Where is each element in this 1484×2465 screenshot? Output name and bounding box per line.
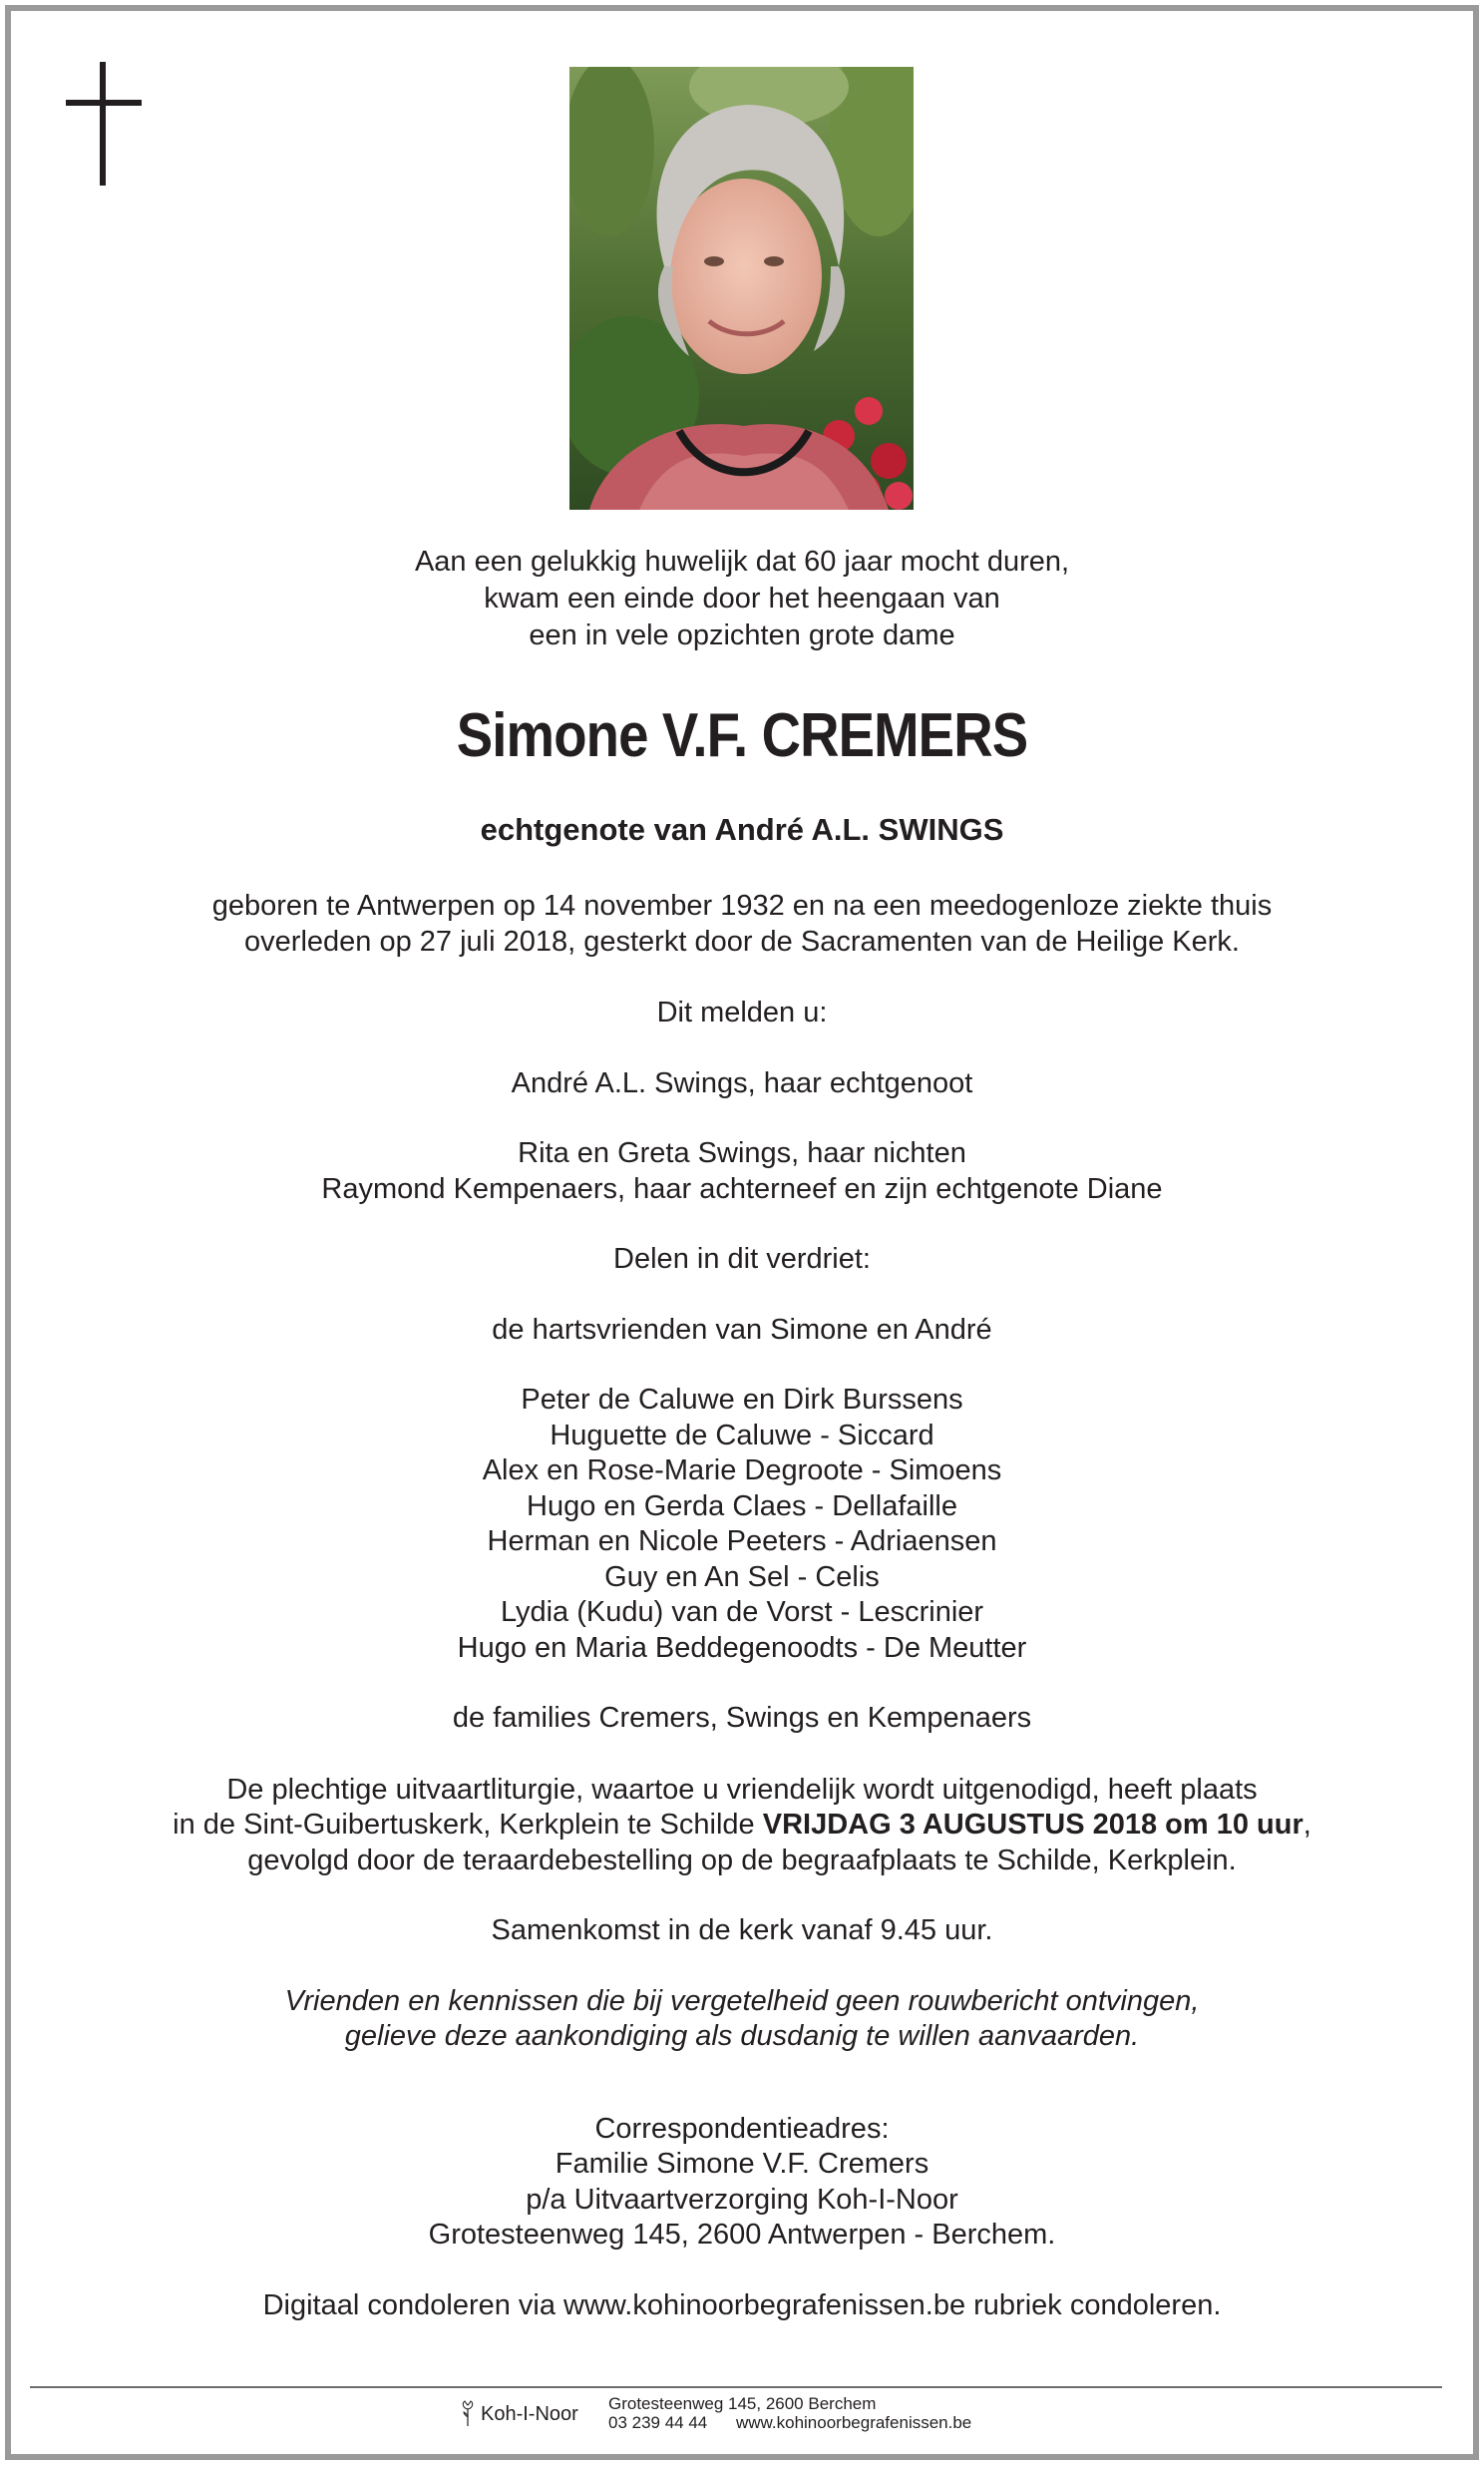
friends-heading: de hartsvrienden van Simone en André (492, 1313, 992, 1346)
brand-name: Koh-I-Noor (481, 2403, 578, 2425)
list-item: Guy en An Sel - Celis (604, 1560, 880, 1593)
deceased-name: Simone V.F. CREMERS (456, 701, 1028, 770)
friends-list (60, 1383, 1424, 1666)
funeral-line: De plechtige uitvaartliturgie, waartoe u vriendelijk wordt uitgenodigd, heeft plaats (226, 1773, 1258, 1806)
intro-line: Aan een gelukkig huwelijk dat 60 jaar mocht duren, (414, 546, 1070, 578)
footer-website: www.kohinoorbegrafenissen.be (736, 2413, 972, 2432)
list-item: Peter de Caluwe en Dirk Burssens (521, 1384, 963, 1416)
intro-line: kwam een einde door het heengaan van (484, 583, 1000, 615)
born-line: overleden op 27 juli 2018, gesterkt door de Sacramenten van de Heilige Kerk. (244, 926, 1240, 958)
gathering-line: Samenkomst in de kerk vanaf 9.45 uur. (491, 1914, 993, 1946)
list-item: Huguette de Caluwe - Siccard (550, 1419, 934, 1451)
punctuation: , (1302, 1809, 1311, 1841)
spouse-line: echtgenote van André A.L. SWINGS (480, 812, 1004, 847)
intro-text (60, 544, 1424, 654)
notice-body (60, 544, 1424, 2323)
note-line: gelieve deze aankondiging als dusdanig te willen aanvaarden. (344, 2020, 1140, 2052)
birth-death-text (60, 888, 1424, 960)
families-line: de families Cremers, Swings en Kempenaers (452, 1702, 1032, 1734)
footer-address: Grotesteenweg 145, 2600 Berchem (608, 2394, 877, 2413)
funeral-date-time: VRIJDAG 3 AUGUSTUS 2018 om 10 uur (762, 1809, 1303, 1841)
cross-icon (66, 62, 142, 186)
portrait-photo (569, 67, 914, 510)
correspondence-address (60, 2112, 1424, 2254)
list-item: Rita en Greta Swings, haar nichten (518, 1137, 966, 1169)
footer-phone: 03 239 44 44 (608, 2413, 708, 2432)
list-item: Herman en Nicole Peeters - Adriaensen (487, 1525, 997, 1557)
italic-note (60, 1984, 1424, 2055)
intro-line: een in vele opzichten grote dame (529, 619, 955, 651)
list-item: Alex en Rose-Marie Degroote - Simoens (482, 1454, 1002, 1486)
address-line: p/a Uitvaartverzorging Koh-I-Noor (526, 2183, 958, 2216)
footer-brand (461, 2400, 578, 2426)
address-line: Correspondentieadres: (594, 2112, 890, 2145)
flower-logo-icon (461, 2400, 475, 2426)
list-item: Hugo en Maria Beddegenoodts - De Meutter (457, 1631, 1027, 1664)
announce-heading: Dit melden u: (656, 997, 828, 1028)
relatives-list (60, 1136, 1424, 1207)
list-item: Lydia (Kudu) van de Vorst - Lescrinier (500, 1596, 984, 1628)
funeral-info (60, 1773, 1424, 1879)
list-item: Raymond Kempenaers, haar achterneef en zijn echtgenote Diane (321, 1172, 1163, 1205)
husband-line: André A.L. Swings, haar echtgenoot (511, 1066, 973, 1099)
funeral-location: in de Sint-Guibertuskerk, Kerkplein te Schilde (173, 1809, 763, 1841)
list-item: Hugo en Gerda Claes - Dellafaille (527, 1489, 957, 1522)
note-line: Vrienden en kennissen die bij vergetelheid geen rouwbericht ontvingen, (284, 1984, 1200, 2017)
born-line: geboren te Antwerpen op 14 november 1932 en na een meedogenloze ziekte thuis (211, 890, 1273, 922)
funeral-line: gevolgd door de teraardebestelling op de begraafplaats te Schilde, Kerkplein. (247, 1844, 1237, 1876)
funeral-line (60, 1808, 1424, 1844)
address-line: Familie Simone V.F. Cremers (555, 2148, 929, 2180)
sharing-heading: Delen in dit verdriet: (613, 1243, 871, 1275)
condolence-line: Digitaal condoleren via www.kohinoorbegrafenissen.be rubriek condoleren. (262, 2288, 1222, 2321)
footer-divider (30, 2386, 1442, 2388)
address-line: Grotesteenweg 145, 2600 Antwerpen - Berchem. (428, 2219, 1056, 2251)
